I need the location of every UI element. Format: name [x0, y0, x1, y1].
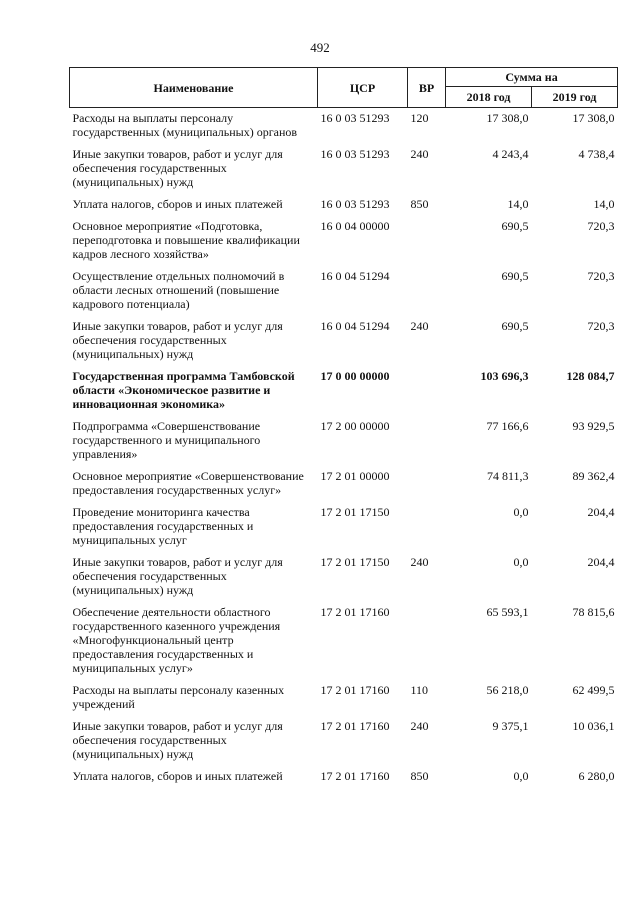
- cell-name: Иные закупки товаров, работ и услуг для обеспечения государственных (муниципальных) нужд: [72, 719, 283, 761]
- cell-2018: 0,0: [513, 505, 529, 519]
- cell-vr: 850: [410, 197, 429, 211]
- table-row: [70, 469, 618, 505]
- header-sum: Сумма на: [446, 68, 618, 87]
- cell-2019: 14,0: [593, 197, 615, 211]
- cell-csr: 17 2 01 17150: [320, 555, 390, 569]
- cell-vr: [408, 219, 446, 269]
- cell-vr: [408, 469, 446, 505]
- cell-csr: 16 0 03 51293: [320, 147, 390, 161]
- cell-name: Государственная программа Тамбовской области «Экономическое развитие и инновационная экономика»: [72, 369, 295, 411]
- cell-2018: 0,0: [513, 555, 529, 569]
- cell-name: Уплата налогов, сборов и иных платежей: [72, 197, 283, 211]
- cell-csr: 16 0 04 00000: [320, 219, 390, 233]
- table-row: [70, 219, 618, 269]
- table-row: [70, 147, 618, 197]
- cell-2018: 4 243,4: [492, 147, 529, 161]
- cell-vr: [408, 605, 446, 683]
- header-year-2018: 2018 год: [446, 87, 532, 108]
- cell-name: Иные закупки товаров, работ и услуг для обеспечения государственных (муниципальных) нужд: [72, 319, 283, 361]
- table-row: [70, 269, 618, 319]
- table-row: [70, 419, 618, 469]
- table-header: [70, 68, 618, 108]
- cell-vr: [408, 505, 446, 555]
- cell-name: Осуществление отдельных полномочий в области лесных отношений (повышение кадрового потенциала): [72, 269, 285, 311]
- table-row: [70, 683, 618, 719]
- table-body: [70, 108, 618, 792]
- cell-csr: 17 2 01 00000: [320, 469, 390, 483]
- cell-2019: 78 815,6: [572, 605, 615, 619]
- cell-vr: 120: [410, 111, 429, 125]
- page-number: 492: [310, 40, 330, 55]
- cell-name: Подпрограмма «Совершенствование государственного и муниципального управления»: [72, 419, 261, 461]
- cell-2018: 0,0: [513, 769, 529, 783]
- table-row: [70, 369, 618, 419]
- cell-2018: 9 375,1: [492, 719, 529, 733]
- header-csr: ЦСР: [318, 68, 408, 108]
- cell-csr: 17 0 00 00000: [320, 369, 390, 383]
- header-vr: ВР: [408, 68, 446, 108]
- table-row: [70, 197, 618, 219]
- cell-name: Уплата налогов, сборов и иных платежей: [72, 769, 283, 783]
- cell-2018: 690,5: [501, 269, 529, 283]
- header-name: Наименование: [70, 68, 318, 108]
- header-year-2019: 2019 год: [532, 87, 618, 108]
- cell-vr: 240: [410, 147, 429, 161]
- table-row: [70, 505, 618, 555]
- budget-table: [69, 67, 618, 791]
- cell-2018: 56 218,0: [486, 683, 529, 697]
- table-row: [70, 555, 618, 605]
- cell-vr: 240: [410, 555, 429, 569]
- cell-vr: [408, 419, 446, 469]
- cell-2019: 720,3: [587, 219, 615, 233]
- cell-csr: 17 2 00 00000: [320, 419, 390, 433]
- cell-2018: 74 811,3: [486, 469, 529, 483]
- cell-name: Иные закупки товаров, работ и услуг для обеспечения государственных (муниципальных) нужд: [72, 147, 283, 189]
- cell-csr: 16 0 04 51294: [320, 269, 390, 283]
- cell-2018: 690,5: [501, 219, 529, 233]
- cell-csr: 16 0 03 51293: [320, 197, 390, 211]
- table-row: [70, 769, 618, 791]
- cell-2019: 10 036,1: [572, 719, 615, 733]
- cell-2019: 720,3: [587, 269, 615, 283]
- cell-name: Обеспечение деятельности областного государственного казенного учреждения «Многофункциональный центр предоставления государственных и муниципальных услуг»: [72, 605, 281, 675]
- cell-name: Расходы на выплаты персоналу государственных (муниципальных) органов: [72, 111, 298, 139]
- cell-vr: 240: [410, 719, 429, 733]
- cell-2018: 17 308,0: [486, 111, 529, 125]
- cell-2018: 14,0: [507, 197, 529, 211]
- table-row: [70, 719, 618, 769]
- cell-2018: 103 696,3: [480, 369, 529, 383]
- cell-vr: 110: [410, 683, 429, 697]
- cell-csr: 16 0 04 51294: [320, 319, 390, 333]
- cell-csr: 17 2 01 17160: [320, 719, 390, 733]
- cell-csr: 17 2 01 17150: [320, 505, 390, 519]
- cell-name: Иные закупки товаров, работ и услуг для обеспечения государственных (муниципальных) нужд: [72, 555, 283, 597]
- cell-2018: 690,5: [501, 319, 529, 333]
- table-row: [70, 605, 618, 683]
- cell-vr: 240: [410, 319, 429, 333]
- cell-vr: [408, 369, 446, 419]
- cell-2018: 77 166,6: [486, 419, 529, 433]
- cell-2019: 62 499,5: [572, 683, 615, 697]
- cell-2019: 720,3: [587, 319, 615, 333]
- cell-vr: 850: [410, 769, 429, 783]
- cell-name: Основное мероприятие «Совершенствование предоставления государственных услуг»: [72, 469, 304, 497]
- cell-2019: 204,4: [587, 555, 615, 569]
- table-row: [70, 319, 618, 369]
- cell-csr: 17 2 01 17160: [320, 683, 390, 697]
- cell-csr: 17 2 01 17160: [320, 769, 390, 783]
- cell-2019: 93 929,5: [572, 419, 615, 433]
- cell-csr: 16 0 03 51293: [320, 111, 390, 125]
- cell-csr: 17 2 01 17160: [320, 605, 390, 619]
- cell-2019: 6 280,0: [578, 769, 615, 783]
- cell-name: Расходы на выплаты персоналу казенных учреждений: [72, 683, 285, 711]
- cell-2019: 204,4: [587, 505, 615, 519]
- cell-2019: 128 084,7: [566, 369, 615, 383]
- cell-2019: 4 738,4: [578, 147, 615, 161]
- cell-name: Основное мероприятие «Подготовка, переподготовка и повышение квалификации кадров лесного хозяйства»: [72, 219, 300, 261]
- cell-2018: 65 593,1: [486, 605, 529, 619]
- table-row: [70, 108, 618, 148]
- cell-2019: 17 308,0: [572, 111, 615, 125]
- cell-name: Проведение мониторинга качества предоставления государственных и муниципальных услуг: [72, 505, 254, 547]
- cell-2019: 89 362,4: [572, 469, 615, 483]
- cell-vr: [408, 269, 446, 319]
